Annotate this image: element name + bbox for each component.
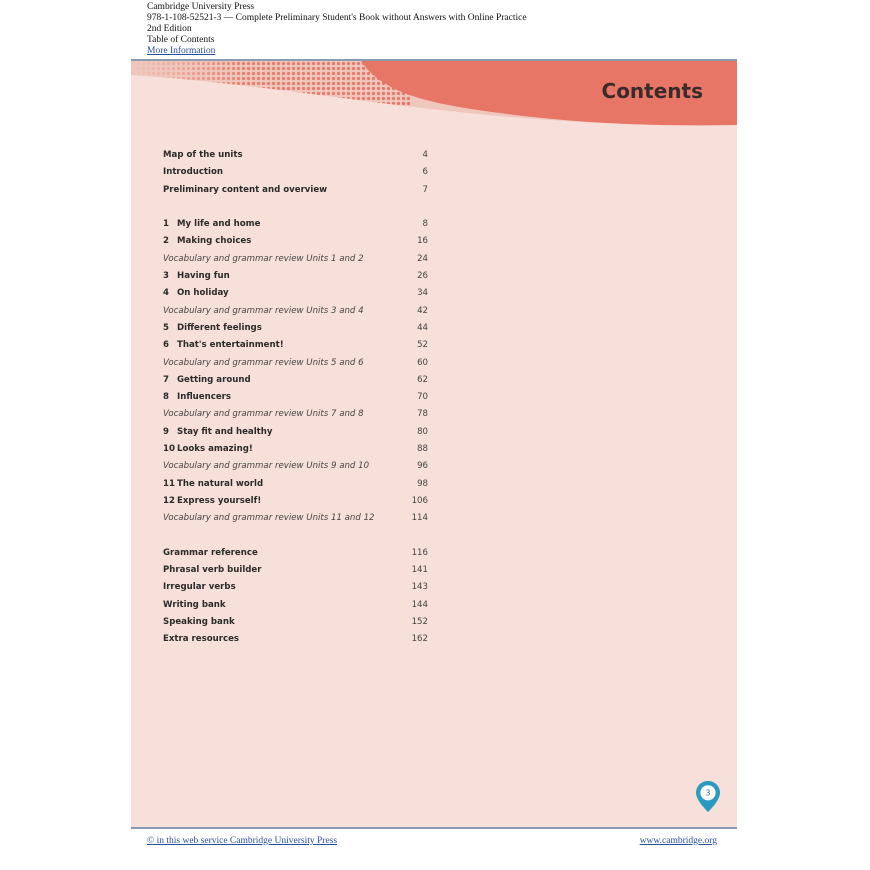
toc-entry-unit-1[interactable] — [163, 216, 428, 233]
book-edition: 2nd Edition — [147, 24, 192, 34]
toc-entry-page: 26 — [417, 271, 428, 282]
toc-entry-page: 98 — [417, 478, 428, 489]
unit-number: 7 — [163, 374, 169, 385]
toc-entry-page: 143 — [411, 582, 428, 593]
toc-entry-page: 6 — [422, 167, 428, 178]
toc-entry-review-7-8[interactable] — [163, 406, 428, 423]
toc-entry-page: 70 — [417, 392, 428, 403]
toc-entry-unit-6[interactable] — [163, 337, 428, 354]
unit-number: 1 — [163, 219, 169, 230]
unit-number: 11 — [163, 478, 175, 489]
toc-entry-title: Extra resources — [163, 634, 240, 645]
toc-entry-page: 106 — [411, 495, 428, 506]
toc-entry-unit-8[interactable] — [163, 389, 428, 406]
review-title: Vocabulary and grammar review Units 11 and 12 — [163, 513, 375, 524]
unit-title: On holiday — [177, 288, 229, 299]
bottom-divider — [131, 827, 737, 829]
unit-number: 6 — [163, 340, 169, 351]
toc-entry-unit-5[interactable] — [163, 320, 428, 337]
page-number: 3 — [705, 788, 711, 798]
toc-entry-preliminary-content[interactable] — [163, 182, 428, 199]
page-title: Contents — [601, 79, 703, 103]
unit-number: 12 — [163, 495, 175, 506]
unit-number: 5 — [163, 322, 169, 333]
copyright-link[interactable]: © in this web service Cambridge University Press — [147, 836, 338, 846]
page-number-pin-icon — [695, 780, 721, 814]
unit-number: 3 — [163, 271, 169, 282]
unit-title: Making choices — [177, 236, 252, 247]
toc-entry-speaking-bank[interactable] — [163, 614, 428, 631]
unit-title: The natural world — [177, 478, 264, 489]
publisher-name: Cambridge University Press — [147, 2, 255, 12]
unit-title: Looks amazing! — [177, 444, 253, 455]
toc-entry-writing-bank[interactable] — [163, 597, 428, 614]
unit-title: Having fun — [177, 271, 230, 282]
toc-entry-unit-12[interactable] — [163, 493, 428, 510]
toc-entry-title: Map of the units — [163, 150, 243, 160]
toc-entry-page: 78 — [417, 409, 428, 420]
unit-title: Stay fit and healthy — [177, 426, 273, 437]
review-title: Vocabulary and grammar review Units 1 and 2 — [163, 253, 364, 264]
toc-entry-page: 141 — [411, 565, 428, 576]
document-header — [147, 2, 527, 57]
unit-number: 9 — [163, 426, 169, 437]
toc-entry-title: Grammar reference — [163, 547, 258, 558]
toc-entry-unit-11[interactable] — [163, 476, 428, 493]
toc-entry-page: 44 — [417, 322, 428, 333]
toc-entry-unit-10[interactable] — [163, 441, 428, 458]
table-of-contents — [163, 147, 428, 649]
toc-entry-page: 52 — [417, 340, 428, 351]
toc-entry-page: 88 — [417, 444, 428, 455]
toc-entry-unit-2[interactable] — [163, 233, 428, 250]
toc-entry-review-5-6[interactable] — [163, 355, 428, 372]
toc-entry-unit-3[interactable] — [163, 268, 428, 285]
toc-entry-title: Preliminary content and overview — [163, 184, 328, 195]
unit-number: 10 — [163, 444, 175, 455]
book-isbn-title: 978-1-108-52521-3 — Complete Preliminary Student's Book without Answers with Online Practice — [147, 13, 527, 23]
toc-entry-page: 24 — [417, 253, 428, 264]
toc-entry-unit-7[interactable] — [163, 372, 428, 389]
toc-entry-page: 114 — [411, 513, 428, 524]
unit-title: My life and home — [177, 219, 261, 230]
toc-entry-unit-4[interactable] — [163, 285, 428, 302]
toc-entry-page: 62 — [417, 374, 428, 385]
unit-number: 4 — [163, 288, 169, 299]
toc-entry-unit-9[interactable] — [163, 424, 428, 441]
cambridge-website-link[interactable]: www.cambridge.org — [639, 836, 717, 846]
toc-entry-page: 7 — [422, 184, 428, 195]
toc-entry-title: Introduction — [163, 167, 224, 178]
toc-entry-page: 34 — [417, 288, 428, 299]
more-information-link[interactable]: More Information — [147, 46, 216, 56]
toc-entry-page: 152 — [411, 617, 428, 628]
unit-title: That's entertainment! — [177, 340, 284, 351]
section-name: Table of Contents — [147, 35, 215, 45]
toc-entry-phrasal-verb-builder[interactable] — [163, 562, 428, 579]
review-title: Vocabulary and grammar review Units 7 and 8 — [163, 409, 364, 420]
review-title: Vocabulary and grammar review Units 3 and 4 — [163, 305, 364, 316]
toc-entry-page: 96 — [417, 461, 428, 472]
toc-entry-review-11-12[interactable] — [163, 510, 428, 527]
review-title: Vocabulary and grammar review Units 5 and 6 — [163, 357, 364, 368]
contents-page — [131, 61, 737, 827]
toc-entry-review-9-10[interactable] — [163, 458, 428, 475]
toc-entry-introduction[interactable] — [163, 164, 428, 181]
toc-entry-title: Phrasal verb builder — [163, 565, 262, 576]
toc-entry-review-3-4[interactable] — [163, 303, 428, 320]
unit-number: 2 — [163, 236, 169, 247]
unit-number: 8 — [163, 392, 169, 403]
unit-title: Influencers — [177, 392, 232, 403]
unit-title: Express yourself! — [177, 495, 262, 506]
toc-entry-map-of-units[interactable] — [163, 147, 428, 164]
toc-entry-page: 42 — [417, 305, 428, 316]
toc-entry-review-1-2[interactable] — [163, 251, 428, 268]
toc-entry-irregular-verbs[interactable] — [163, 579, 428, 596]
review-title: Vocabulary and grammar review Units 9 and 10 — [163, 461, 370, 472]
toc-entry-page: 116 — [411, 547, 428, 558]
toc-entry-page: 80 — [417, 426, 428, 437]
toc-entry-page: 8 — [422, 219, 428, 230]
toc-entry-page: 4 — [422, 150, 428, 160]
unit-title: Different feelings — [177, 322, 262, 333]
toc-entry-page: 162 — [411, 634, 428, 645]
unit-title: Getting around — [177, 374, 251, 385]
toc-entry-grammar-reference[interactable] — [163, 545, 428, 562]
toc-entry-title: Speaking bank — [163, 617, 235, 628]
toc-entry-page: 16 — [417, 236, 428, 247]
toc-entry-page: 144 — [411, 599, 428, 610]
toc-entry-page: 60 — [417, 357, 428, 368]
toc-entry-title: Irregular verbs — [163, 582, 236, 593]
toc-entry-title: Writing bank — [163, 599, 226, 610]
toc-entry-extra-resources[interactable] — [163, 631, 428, 648]
